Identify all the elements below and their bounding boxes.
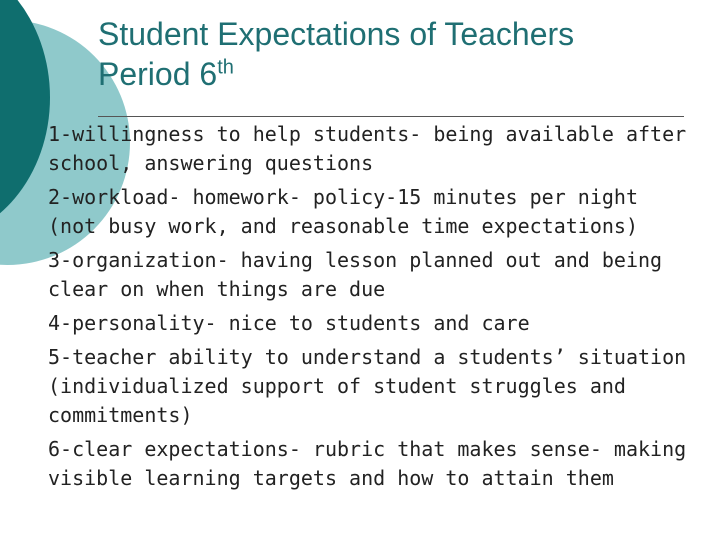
list-item-line: 3-organization- having lesson planned out and being [48,248,663,272]
list-item-line: commitments) [48,403,193,427]
list-item [48,246,716,304]
list-item-line: school, answering questions [48,151,374,175]
list-item-line: 5-teacher ability to understand a students’ situation [48,345,687,369]
title-line-2: Period 6 [98,56,218,92]
slide-title [98,14,574,94]
list-item-line: 4-personality- nice to students and care [48,311,530,335]
list-item-line: 6-clear expectations- rubric that makes sense- making [48,437,687,461]
list-item [48,343,716,430]
list-item [48,309,716,338]
title-line-1: Student Expectations of Teachers [98,16,575,52]
list-item-line: 2-workload- homework- policy-15 minutes per night [48,185,639,209]
list-item [48,435,716,493]
list-item-line: 1-willingness to help students- being available after [48,122,687,146]
expectations-list [48,120,716,498]
list-item-line: (not busy work, and reasonable time expectations) [48,214,639,238]
title-divider [98,116,684,117]
list-item-line: visible learning targets and how to attain them [48,466,614,490]
list-item [48,183,716,241]
list-item-line: clear on when things are due [48,277,386,301]
list-item [48,120,716,178]
title-superscript: th [217,56,234,79]
list-item-line: (individualized support of student struggles and [48,374,626,398]
